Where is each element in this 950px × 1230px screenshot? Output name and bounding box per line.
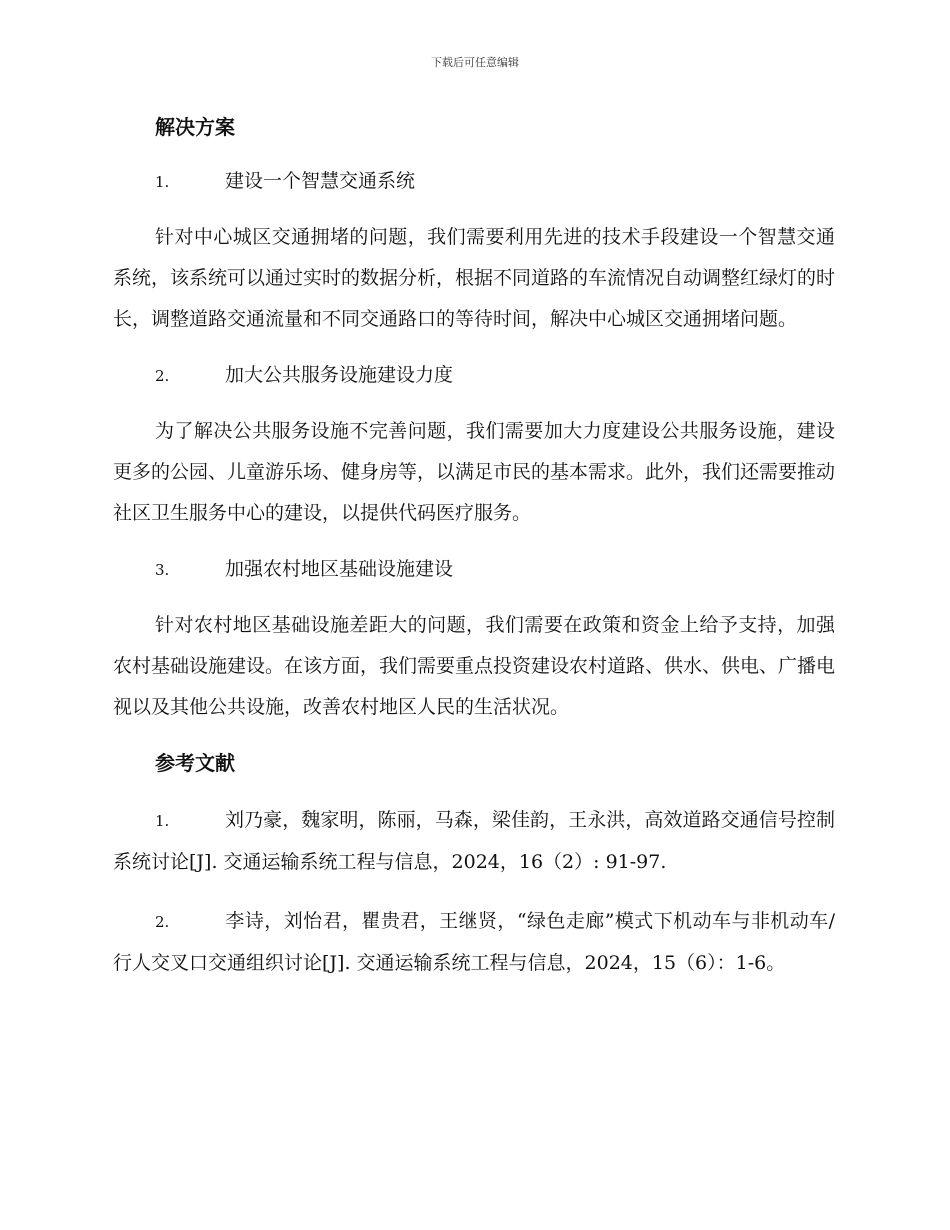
solution-number: 3. — [155, 561, 170, 579]
solution-item-2 — [155, 358, 835, 393]
header-note: 下载后可任意编辑 — [431, 56, 519, 69]
solution-title: 加大公共服务设施建设力度 — [225, 364, 454, 386]
solution-title: 建设一个智慧交通系统 — [225, 170, 416, 192]
reference-text: 刘乃豪，魏家明，陈丽，马森，梁佳韵，王永洪，高效道路交通信号控制系统讨论[J]. 交通运输系统工程与信息，2024，16（2）: 91-97. — [113, 809, 835, 873]
solution-paragraph-1: 针对中心城区交通拥堵的问题，我们需要利用先进的技术手段建设一个智慧交通系统，该系统可以通过实时的数据分析，根据不同道路的车流情况自动调整红绿灯的时长，调整道路交通流量和不同交通路口的等待时间，解决中心城区交通拥堵问题。 — [113, 226, 836, 330]
reference-item-1 — [113, 800, 835, 883]
solution-item-1 — [155, 164, 835, 199]
solution-paragraph-2: 为了解决公共服务设施不完善问题，我们需要加大力度建设公共服务设施，建设更多的公园、儿童游乐场、健身房等，以满足市民的基本需求。此外，我们还需要推动社区卫生服务中心的建设，以提供代码医疗服务。 — [113, 420, 836, 524]
section-heading-references: 参考文献 — [155, 751, 235, 775]
reference-number: 1. — [155, 812, 170, 830]
reference-number: 2. — [155, 913, 170, 931]
document-content — [113, 110, 835, 1002]
solution-number: 1. — [155, 173, 170, 191]
solution-item-3 — [155, 552, 835, 587]
solution-paragraph-3: 针对农村地区基础设施差距大的问题，我们需要在政策和资金上给予支持，加强农村基础设施建设。在该方面，我们需要重点投资建设农村道路、供水、供电、广播电视以及其他公共设施，改善农村地区人民的生活状况。 — [113, 614, 836, 718]
reference-item-2 — [113, 901, 835, 984]
section-heading-solutions: 解决方案 — [155, 115, 235, 139]
solution-title: 加强农村地区基础设施建设 — [225, 558, 454, 580]
reference-text: 李诗，刘怡君，瞿贵君，王继贤，“绿色走廊”模式下机动车与非机动车/行人交叉口交通组织讨论[J]. 交通运输系统工程与信息，2024，15（6）：1-6。 — [113, 910, 835, 974]
solution-number: 2. — [155, 367, 170, 385]
